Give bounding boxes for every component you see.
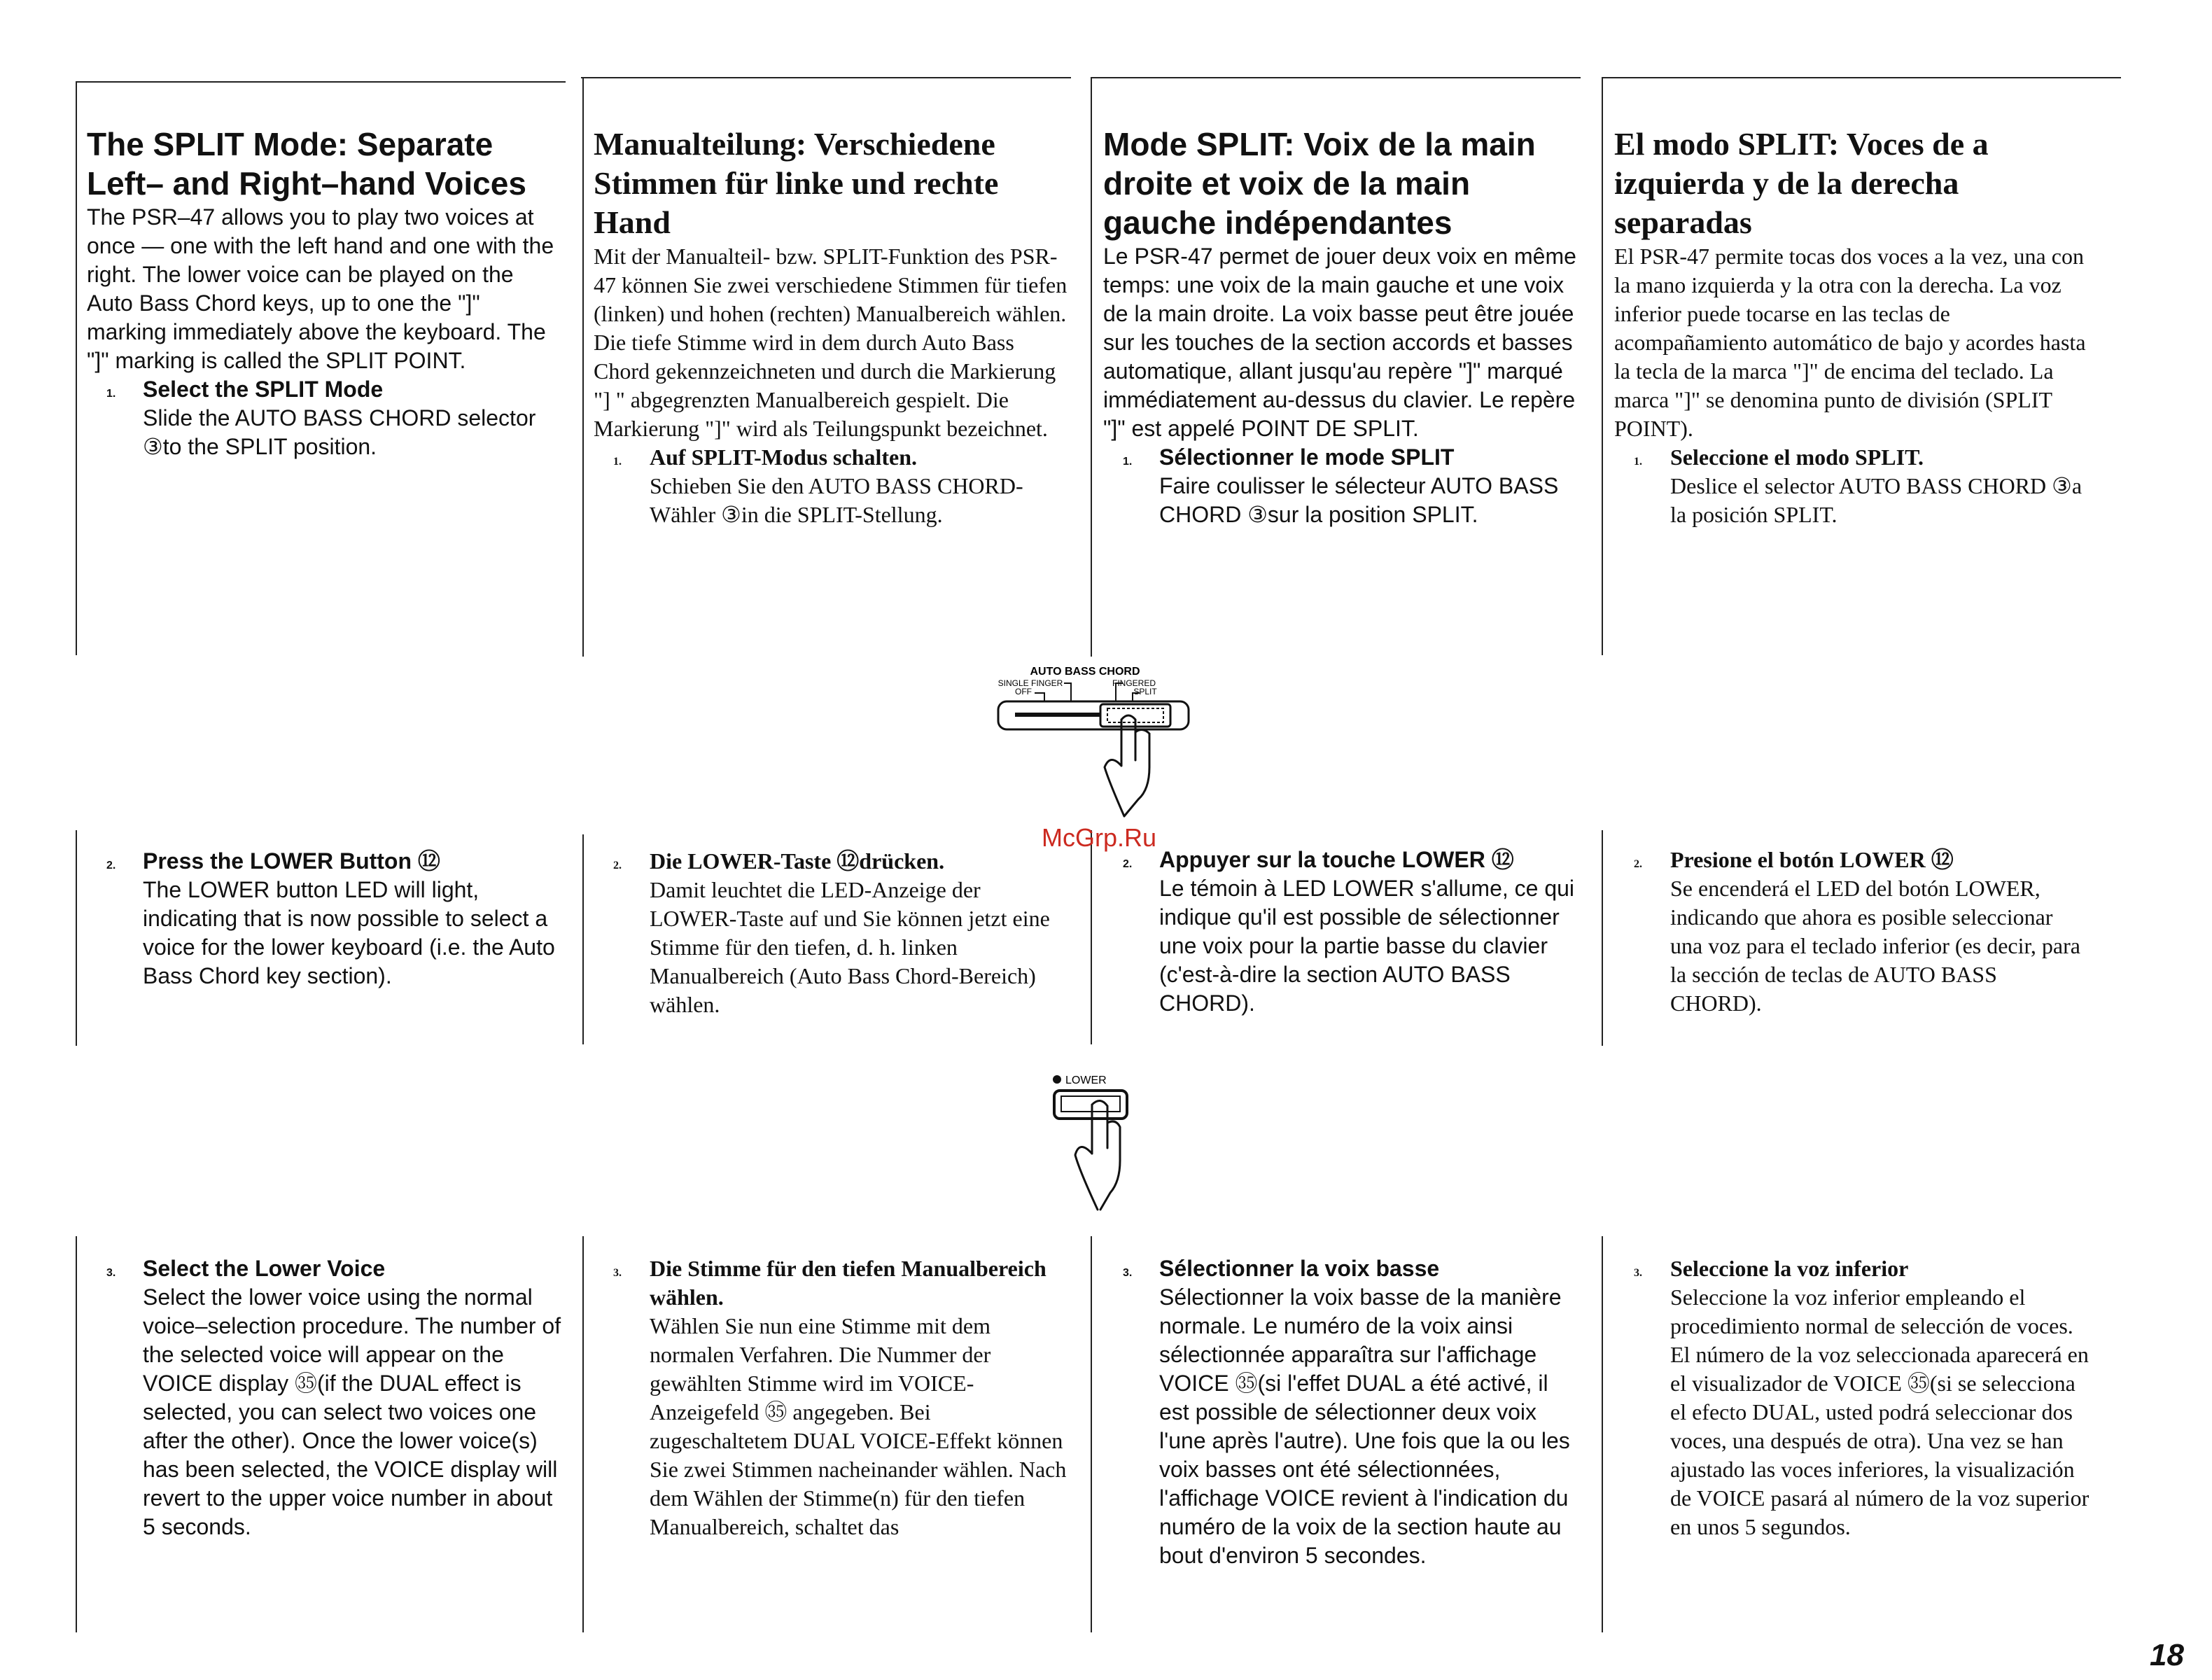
step-desc: Le témoin à LED LOWER s'allume, ce qui indique qu'il est possible de sélectionner une voix pour la partie basse du clavier (c'est-à-dire la section AUTO BASS CHORD). <box>1159 876 1575 1016</box>
step-number: 1. <box>106 388 116 400</box>
column-spanish-step2 <box>1614 846 2090 1018</box>
section-heading: Mode SPLIT: Voix de la main droite et voix de la main gauche indépendantes <box>1103 126 1536 241</box>
top-rule-4 <box>1602 77 2121 78</box>
step-number: 1. <box>613 456 622 468</box>
step-title: Die Stimme für den tiefen Manualbereich wählen. <box>650 1256 1046 1310</box>
vrule-col1 <box>76 81 77 655</box>
label-fingered: FINGERED <box>1112 678 1156 688</box>
step-desc: Seleccione la voz inferior empleando el procedimiento normal de selección de voces. El número de la voz seleccionada aparecerá en el visualizador de VOICE ㉟(si se selecciona el efecto DUAL, usted podrá seleccionar dos voces, una después de otra). Una vez se han ajustado las voces inferiores, la visualización de VOICE pasará al número de la voz superior en unos 5 segundos. <box>1670 1284 2090 1539</box>
step-number: 1. <box>1634 456 1642 468</box>
vrule-col4-a <box>1602 77 1603 655</box>
step-title: Die LOWER-Taste ⑫drücken. <box>650 848 945 874</box>
step-desc: Select the lower voice using the normal voice–selection procedure. The number of the selected voice will appear on the VOICE display ㉟(if the DUAL effect is selected, you can select two voices one after the other). Once the lower voice(s) has been selected, the VOICE display will revert to the upper voice number in about 5 seconds. <box>143 1284 561 1539</box>
column-french-step3 <box>1103 1254 1579 1570</box>
step-title: Select the SPLIT Mode <box>143 377 384 402</box>
label-single-finger: SINGLE FINGER <box>997 678 1063 688</box>
lower-label: LOWER <box>1065 1074 1107 1086</box>
column-french-step2 <box>1103 846 1579 1018</box>
intro-paragraph: Mit der Manualteil- bzw. SPLIT-Funktion des PSR-47 können Sie zwei verschiedene Stimmen für tiefen (linken) und hohen (rechten) Manualbereich wählen. Die tiefe Stimme wird in dem durch Auto Bass Chord gekennzeichneten und durch die Markierung "] " abgegrenzten Manualbereich gespielt. Die Markierung "]" wird als Teilungspunkt bezeichnet. <box>594 244 1068 441</box>
step-title: Sélectionner le mode SPLIT <box>1159 444 1455 470</box>
top-rule-2 <box>581 77 1071 78</box>
step-number: 3. <box>106 1267 116 1279</box>
step-2 <box>87 847 563 876</box>
step-3 <box>87 1254 563 1283</box>
step-number: 1. <box>1123 456 1133 468</box>
label-split: SPLIT <box>1133 687 1157 696</box>
step-title: Auf SPLIT-Modus schalten. <box>650 444 918 470</box>
column-spanish <box>1614 125 2090 529</box>
step-desc: The LOWER button LED will light, indicating that is now possible to select a voice for the lower keyboard (i.e. the Auto Bass Chord key section). <box>143 877 555 988</box>
vrule-col2-c <box>582 1236 584 1632</box>
lower-button-illustration <box>1043 1070 1155 1217</box>
figure-lower-button <box>1043 1070 1155 1217</box>
step-number: 3. <box>1634 1267 1642 1279</box>
intro-paragraph: El PSR-47 permite tocas dos voces a la vez, una con la mano izquierda y la otra con la derecha. La voz inferior puede tocarse en las teclas de acompañamiento automático de bajo y acordes hasta la tecla de la marca "]" de encima del teclado. La marca "]" se denomina punto de división (SPLIT POINT). <box>1614 244 2086 441</box>
page-number: 18 <box>2150 1638 2184 1672</box>
intro-paragraph: Le PSR-47 permet de jouer deux voix en même temps: une voix de la main gauche et une voix de la main droite. La voix basse peut être jouée sur les touches de la section accords et basses automatique, allant jusqu'au repère "]" marqué immédiatement au-dessus du clavier. Le repère "]" est appelé POINT DE SPLIT. <box>1103 244 1576 441</box>
intro-paragraph: The PSR–47 allows you to play two voices at once — one with the left hand and one with the right. The lower voice can be played on the Auto Bass Chord keys, up to one the "]" marking immediately above the keyboard. The "]" marking is called the SPLIT POINT. <box>87 204 554 373</box>
column-german-step2 <box>594 847 1070 1019</box>
step-number: 2. <box>106 860 116 872</box>
column-english-step2 <box>87 847 563 990</box>
step-2 <box>594 847 1070 876</box>
figure-auto-bass-chord-selector <box>966 662 1204 830</box>
step-3 <box>594 1254 1070 1312</box>
step-number: 3. <box>613 1267 622 1279</box>
section-heading: El modo SPLIT: Voces de a izquierda y de la derecha separadas <box>1614 126 1989 240</box>
vrule-col3-b <box>1091 830 1092 1044</box>
column-german-step3 <box>594 1254 1070 1541</box>
top-rule-3 <box>1091 77 1581 78</box>
step-desc: Sélectionner la voix basse de la manière normale. Le numéro de la voix ainsi sélectionnée apparaîtra sur l'affichage VOICE ㉟(si l'effet DUAL a été activé, il est possible de sélectionner deux voix l'une après l'autre). Une fois que la ou les voix basses ont été sélectionnées, l'affichage VOICE revient à l'indication du numéro de la voix de la section haute au bout d'environ 5 secondes. <box>1159 1284 1570 1568</box>
section-heading: Manualteilung: Verschiedene Stimmen für linke und rechte Hand <box>594 126 999 240</box>
top-rule-1 <box>76 81 566 83</box>
step-1 <box>594 443 1070 472</box>
step-title: Appuyer sur la touche LOWER ⑫ <box>1159 847 1514 872</box>
step-number: 3. <box>1123 1267 1133 1279</box>
column-english-step3 <box>87 1254 563 1541</box>
step-title: Select the Lower Voice <box>143 1256 386 1281</box>
led-indicator-icon <box>1053 1075 1061 1084</box>
vrule-col1-b <box>76 830 77 1046</box>
step-number: 2. <box>1634 858 1642 870</box>
vrule-col3-a <box>1091 77 1092 657</box>
step-title: Seleccione la voz inferior <box>1670 1256 1909 1281</box>
column-french <box>1103 125 1579 529</box>
hand-pointer-icon <box>1105 715 1149 816</box>
vrule-col4-b <box>1602 830 1603 1046</box>
step-1 <box>1103 443 1579 472</box>
step-3 <box>1614 1254 2090 1283</box>
step-number: 2. <box>613 860 622 872</box>
step-desc: Schieben Sie den AUTO BASS CHORD-Wähler ③in die SPLIT-Stellung. <box>650 473 1023 527</box>
vrule-col2-b <box>582 834 584 1044</box>
vrule-col4-c <box>1602 1236 1603 1632</box>
step-title: Presione el botón LOWER ⑫ <box>1670 847 1954 872</box>
step-title: Press the LOWER Button ⑫ <box>143 848 440 874</box>
step-desc: Se encenderá el LED del botón LOWER, indicando que ahora es posible seleccionar una voz para el teclado inferior (es decir, para la sección de teclas de AUTO BASS CHORD). <box>1670 876 2080 1016</box>
selector-title: AUTO BASS CHORD <box>1030 666 1140 678</box>
step-desc: Slide the AUTO BASS CHORD selector ③to the SPLIT position. <box>143 405 536 459</box>
selector-illustration <box>966 662 1204 830</box>
column-german <box>594 125 1070 529</box>
watermark: McGrp.Ru <box>1042 823 1157 852</box>
step-desc: Wählen Sie nun eine Stimme mit dem normalen Verfahren. Die Nummer der gewählten Stimme wird im VOICE-Anzeigefeld ㉟ angegeben. Bei zugeschaltetem DUAL VOICE-Effekt können Sie zwei Stimmen nacheinander wählen. Nach dem Wählen der Stimme(n) für den tiefen Manualbereich, schaltet das <box>650 1313 1067 1539</box>
step-desc: Damit leuchtet die LED-Anzeige der LOWER-Taste auf und Sie können jetzt eine Stimme für den tiefen, d. h. linken Manualbereich (Auto Bass Chord-Bereich) wählen. <box>650 877 1050 1017</box>
label-off: OFF <box>1015 687 1032 696</box>
step-2 <box>1103 846 1579 874</box>
column-english <box>87 125 563 461</box>
step-desc: Faire coulisser le sélecteur AUTO BASS CHORD ③sur la position SPLIT. <box>1159 473 1559 527</box>
step-1 <box>87 375 563 404</box>
section-heading: The SPLIT Mode: Separate Left– and Right–hand Voices <box>87 126 526 202</box>
vrule-col3-c <box>1091 1236 1092 1632</box>
step-number: 2. <box>1123 858 1133 870</box>
step-1 <box>1614 443 2090 472</box>
column-spanish-step3 <box>1614 1254 2090 1541</box>
step-desc: Deslice el selector AUTO BASS CHORD ③a la posición SPLIT. <box>1670 473 2082 527</box>
step-title: Sélectionner la voix basse <box>1159 1256 1440 1281</box>
step-2 <box>1614 846 2090 874</box>
step-3 <box>1103 1254 1579 1283</box>
step-title: Seleccione el modo SPLIT. <box>1670 444 1924 470</box>
vrule-col2-a <box>582 77 584 657</box>
vrule-col1-c <box>76 1236 77 1632</box>
